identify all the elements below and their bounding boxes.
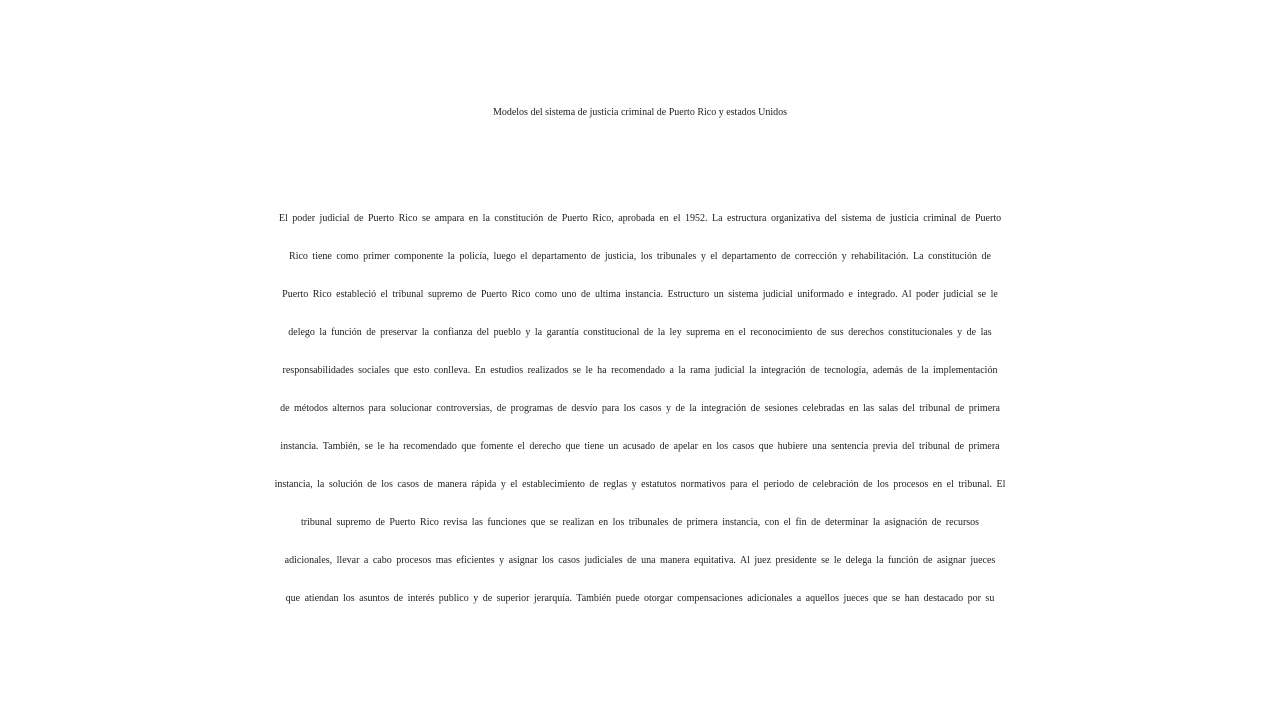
document-body (0, 207, 1280, 625)
paragraph-line-8: instancia, la solución de los casos de manera rápida y el establecimiento de reglas y estatutos normativos para el periodo de celebración de los procesos en el tribunal. El (274, 479, 1006, 490)
paragraph-line-2: Rico tiene como primer componente la policía, luego el departamento de justicia, los tribunales y el departamento de corrección y rehabilitación. La constitución de (289, 251, 991, 262)
paragraph-line-6: de métodos alternos para solucionar controversias, de programas de desvío para los casos y de la integración de sesiones celebradas en las salas del tribunal de primera (280, 403, 1000, 414)
paragraph-line-1: El poder judicial de Puerto Rico se ampara en la constitución de Puerto Rico, aprobada en el 1952. La estructura organizativa del sistema de justicia criminal de Puerto (278, 213, 1002, 224)
paragraph-line-9: tribunal supremo de Puerto Rico revisa las funciones que se realizan en los tribunales de primera instancia, con el fin de determinar la asignación de recursos (300, 517, 980, 528)
document-title: Modelos del sistema de justicia criminal de Puerto Rico y estados Unidos (492, 107, 788, 118)
paragraph-line-3: Puerto Rico estableció el tribunal supremo de Puerto Rico como uno de ultima instancia. Estructuro un sistema judicial uniformado e integrado. Al poder judicial se le (282, 289, 998, 300)
paragraph-line-4: delego la función de preservar la confianza del pueblo y la garantía constitucional de la ley suprema en el reconocimiento de sus derechos constitucionales y de las (288, 327, 992, 338)
paragraph-line-5: responsabilidades sociales que esto conlleva. En estudios realizados se le ha recomendado a la rama judicial la integración de tecnología, además de la implementación (282, 365, 998, 376)
paragraph-line-7: instancia. También, se le ha recomendado que fomente el derecho que tiene un acusado de apelar en los casos que hubiere una sentencia previa del tribunal de primera (280, 441, 1000, 452)
paragraph-line-11: que atiendan los asuntos de interés publico y de superior jerarquía. También puede otorgar compensaciones adicionales a aquellos jueces que se han destacado por su (285, 593, 995, 604)
paragraph-line-10: adicionales, llevar a cabo procesos mas eficientes y asignar los casos judiciales de una manera equitativa. Al juez presidente se le delega la función de asignar jueces (284, 555, 996, 566)
